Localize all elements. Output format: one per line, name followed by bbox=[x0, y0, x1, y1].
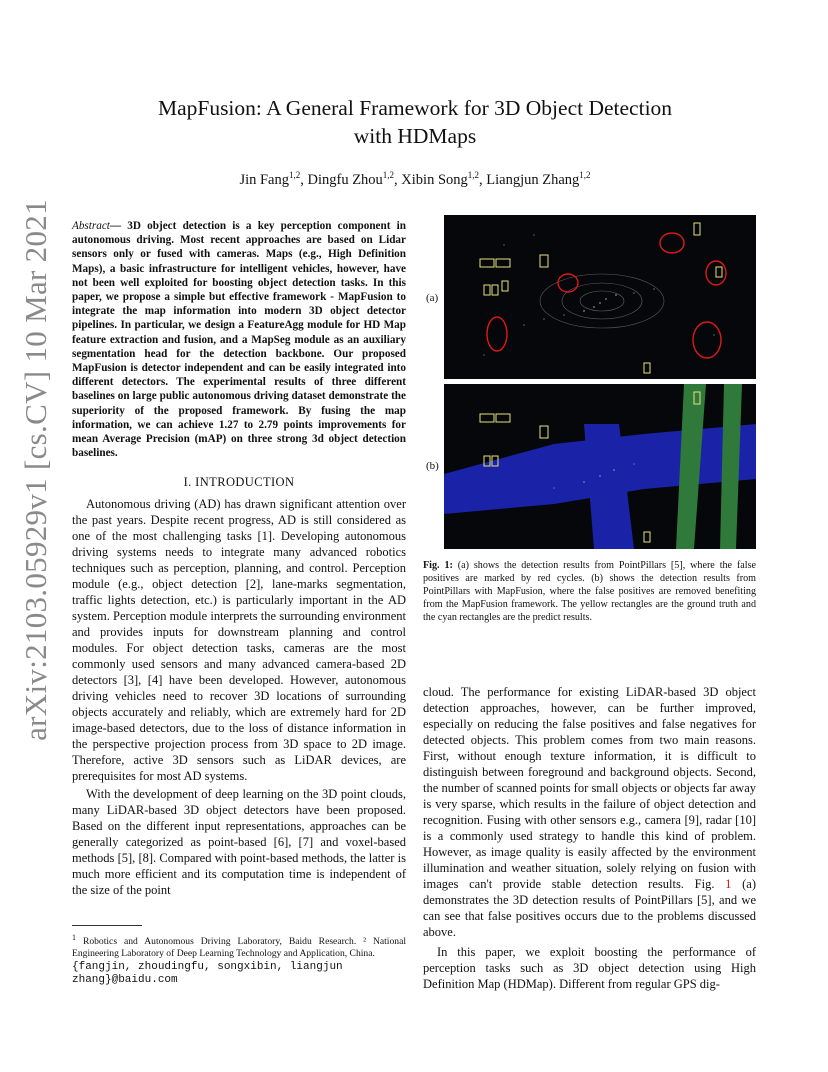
right-paragraph-2: In this paper, we exploit boosting the performance of perception tasks such as 3D object detection using High Definition Map (HDMap). Different from regular GPS dig- bbox=[423, 945, 756, 991]
figure-caption bbox=[423, 560, 756, 625]
footnote-rule bbox=[72, 925, 142, 926]
figure-label-a: (a) bbox=[426, 292, 439, 304]
caption-text: (a) shows the detection results from PointPillars [5], where the false positives are marked by red cycles. (b) shows the detection results from PointPillars with MapFusion, where the false positives are removed benefiting from the MapFusion framework. The yellow rectangles are the ground truth and the cyan rectangles are the predict results. bbox=[423, 560, 756, 623]
footnote-affiliations: Robotics and Autonomous Driving Laboratory, Baidu Research. ² National Engineering Laboratory of Deep Learning Technology and Application, China. bbox=[72, 936, 406, 959]
left-column-body bbox=[72, 496, 406, 898]
pointcloud-image-b bbox=[444, 384, 756, 549]
intro-paragraph-1: Autonomous driving (AD) has drawn significant attention over the past years. Despite recent progress, AD is still considered as one of the most challenging tasks [1]. Developing autonomous driving systems needs to integrate many advanced robotics techniques such as perception, planning, and control. Perception module (e.g., object detection [2], lane-marks segmentation, traffic lights detection, etc.) is particularly important in the AD system. Perception module interprets the surrounding environment and provides inputs for downstream planning and control modules. For object detection tasks, cameras are the most commonly used sensors and many advanced camera-based 2D detectors [3], [4] have been developed. However, autonomous driving vehicles need to recover 3D locations of surrounding objects accurately and reliably, which are extremely hard for 2D image-based detectors, due to the loss of distance information in the perspective projection process from 3D space to 2D image. Therefore, active 3D sensors such as LiDAR devices, are prerequisites for most AD systems. bbox=[72, 497, 406, 783]
abstract-label: Abstract bbox=[72, 220, 110, 232]
right-column-body bbox=[423, 684, 756, 992]
caption-label: Fig. 1: bbox=[423, 560, 453, 571]
paper-title bbox=[100, 94, 730, 150]
abstract-text: — 3D object detection is a key perception component in autonomous driving. Most recent approaches are based on Lidar sensors only or fused with cameras. Maps (e.g., High Definition Maps), a basic infrastructure for intelligent vehicles, however, have not been well exploited for boosting object detection tasks. In this paper, we propose a simple but effective framework - MapFusion to integrate the map information into modern 3D object detector pipelines. In particular, we design a FeatureAgg module for HD Map feature extraction and fusion, and a MapSeg module as an auxiliary segmentation head for the detection backbone. Our proposed MapFusion is detector independent and can be easily integrated into different detectors. The experimental results of three different baselines on large public autonomous driving dataset demonstrate the superiority of the proposed framework. By fusing the map information, we can achieve 1.27 to 2.79 points improvements for mean Average Precision (mAP) on three strong 3d object detection baselines. bbox=[72, 220, 406, 460]
author-list: Jin Fang$^{1,2}$, Dingfu Zhou$^{1,2}$, Xibin Song$^{1,2}$, Liangjun Zhang$^{1,2}$ bbox=[239, 170, 591, 188]
right-paragraph-1: cloud. The performance for existing LiDAR-based 3D object detection approaches, however, can be further improved, especially on reducing the false positives and false negatives for detected objects. This problem comes from two main reasons. First, without enough texture information, it is difficult to distinguish between foreground and background objects. Second, the number of scanned points for small objects or objects far away is very sparse, which results in the failure of object detection and recognition. Fusing with other sensors e.g., camera [9], radar [10] is a commonly used strategy to handle this kind of problem. However, as image quality is easily affected by the environment illumination and weather situation, solely relying on fusion with images can't provide stable detection results. Fig. 1 (a) demonstrates the 3D detection results of PointPillars [5], and we can see that false positives occurs due to the problems discussed above. bbox=[423, 685, 756, 939]
intro-paragraph-2: With the development of deep learning on the 3D point clouds, many LiDAR-based 3D object detectors have been proposed. Based on the different input representations, approaches can be generally categorized as point-based [6], [7] and voxel-based methods [5], [8]. Compared with point-based methods, the latter is much more efficient and its computation time is independent of the size of the point bbox=[72, 787, 406, 897]
footnote-emails: {fangjin, zhoudingfu, songxibin, liangjun zhang}@baidu.com bbox=[72, 961, 343, 987]
title-line-2: with HDMaps bbox=[353, 124, 477, 148]
pointcloud-image-a bbox=[444, 215, 756, 379]
section-heading-introduction: I. INTRODUCTION bbox=[183, 475, 295, 489]
figure-1b-pointcloud-mapfusion bbox=[444, 384, 756, 549]
title-line-1: MapFusion: A General Framework for 3D Object Detection bbox=[157, 96, 673, 120]
figure-label-b: (b) bbox=[426, 460, 439, 472]
footnote: $^1$ Robotics and Autonomous Driving Laboratory, Baidu Research. ² National Engineering Laboratory of Deep Learning Technology and Application, China. {fangjin, zhoudingfu, songxibin, liangjun zhang}@baidu.com bbox=[72, 933, 406, 987]
figure-ref-link[interactable]: 1 bbox=[725, 877, 732, 891]
arxiv-stamp: arXiv:2103.05929v1 [cs.CV] 10 Mar 2021 bbox=[18, 199, 53, 741]
figure-1a-pointcloud bbox=[444, 215, 756, 379]
abstract bbox=[72, 219, 406, 460]
